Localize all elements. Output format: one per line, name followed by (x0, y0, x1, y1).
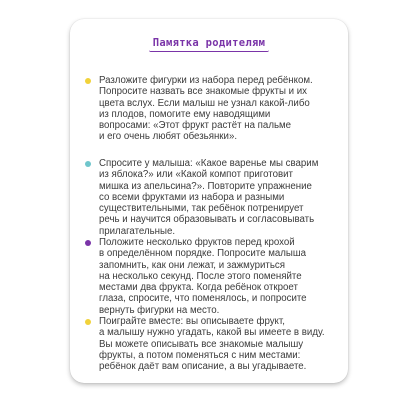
title-wrap (70, 33, 348, 52)
memo-line: цвета вслух. Если малыш не узнал какой-либо (99, 97, 310, 109)
memo-line: на несколько секунд. После этого поменяйте (99, 270, 302, 282)
yellow-bullet-icon (85, 78, 91, 84)
memo-line: Поиграйте вместе: вы описываете фрукт, (99, 316, 285, 327)
memo-line: Разложите фигурки из набора перед ребёнком. (99, 75, 313, 86)
memo-line: местами два фрукта. Когда ребёнок откроет (99, 282, 298, 294)
memo-line: Попросите назвать все знакомые фрукты и их (99, 86, 307, 98)
memo-line: существительными, так ребёнок потренирует (99, 203, 304, 215)
memo-item-text (99, 158, 337, 237)
purple-bullet-icon (85, 240, 91, 246)
memo-line: из плодов, помогите ему наводящими (99, 108, 271, 120)
memo-item-text (99, 75, 337, 143)
card-title: Памятка родителям (149, 36, 270, 52)
memo-line: Спросите у малыша: «Какое варенье мы сварим (99, 158, 319, 169)
memo-item-4 (85, 316, 337, 372)
memo-line: речь и научится образовывать и согласовывать (99, 214, 315, 226)
memo-item-1 (85, 75, 337, 143)
memo-line: и его очень любят обезьянки». (99, 131, 238, 143)
yellow-bullet-icon (85, 319, 91, 325)
memo-item-3 (85, 237, 337, 316)
memo-line: из яблока?» или «Какой компот приготовит (99, 169, 293, 181)
memo-line: ребёнок даёт вам описание, а вы угадываете. (99, 361, 307, 373)
memo-line: мишка из апельсина?». Повторите упражнение (99, 180, 312, 192)
memo-line: со всеми фруктами из набора и разными (99, 191, 285, 203)
memo-item-text (99, 237, 337, 316)
memo-item-2 (85, 158, 337, 237)
memo-line: глаза, спросите, что поменялось, и попросите (99, 293, 307, 305)
memo-line: фрукты, а потом поменяться с ним местами: (99, 349, 301, 361)
teal-bullet-icon (85, 161, 91, 167)
parent-memo-card (70, 19, 348, 383)
memo-item-text (99, 316, 337, 372)
memo-line: вернуть фигурки на место. (99, 304, 220, 316)
memo-line: запомнить, как они лежат, и зажмуриться (99, 259, 285, 271)
memo-line: Вы можете описывать все знакомые малышу (99, 338, 304, 350)
memo-line: прилагательные. (99, 225, 176, 237)
memo-line: вопросами: «Этот фрукт растёт на пальме (99, 120, 292, 132)
memo-line: Положите несколько фруктов перед крохой (99, 237, 295, 248)
memo-line: в определённом порядке. Попросите малыша (99, 248, 307, 260)
memo-line: а малышу нужно угадать, какой вы имеете в виду. (99, 327, 325, 339)
